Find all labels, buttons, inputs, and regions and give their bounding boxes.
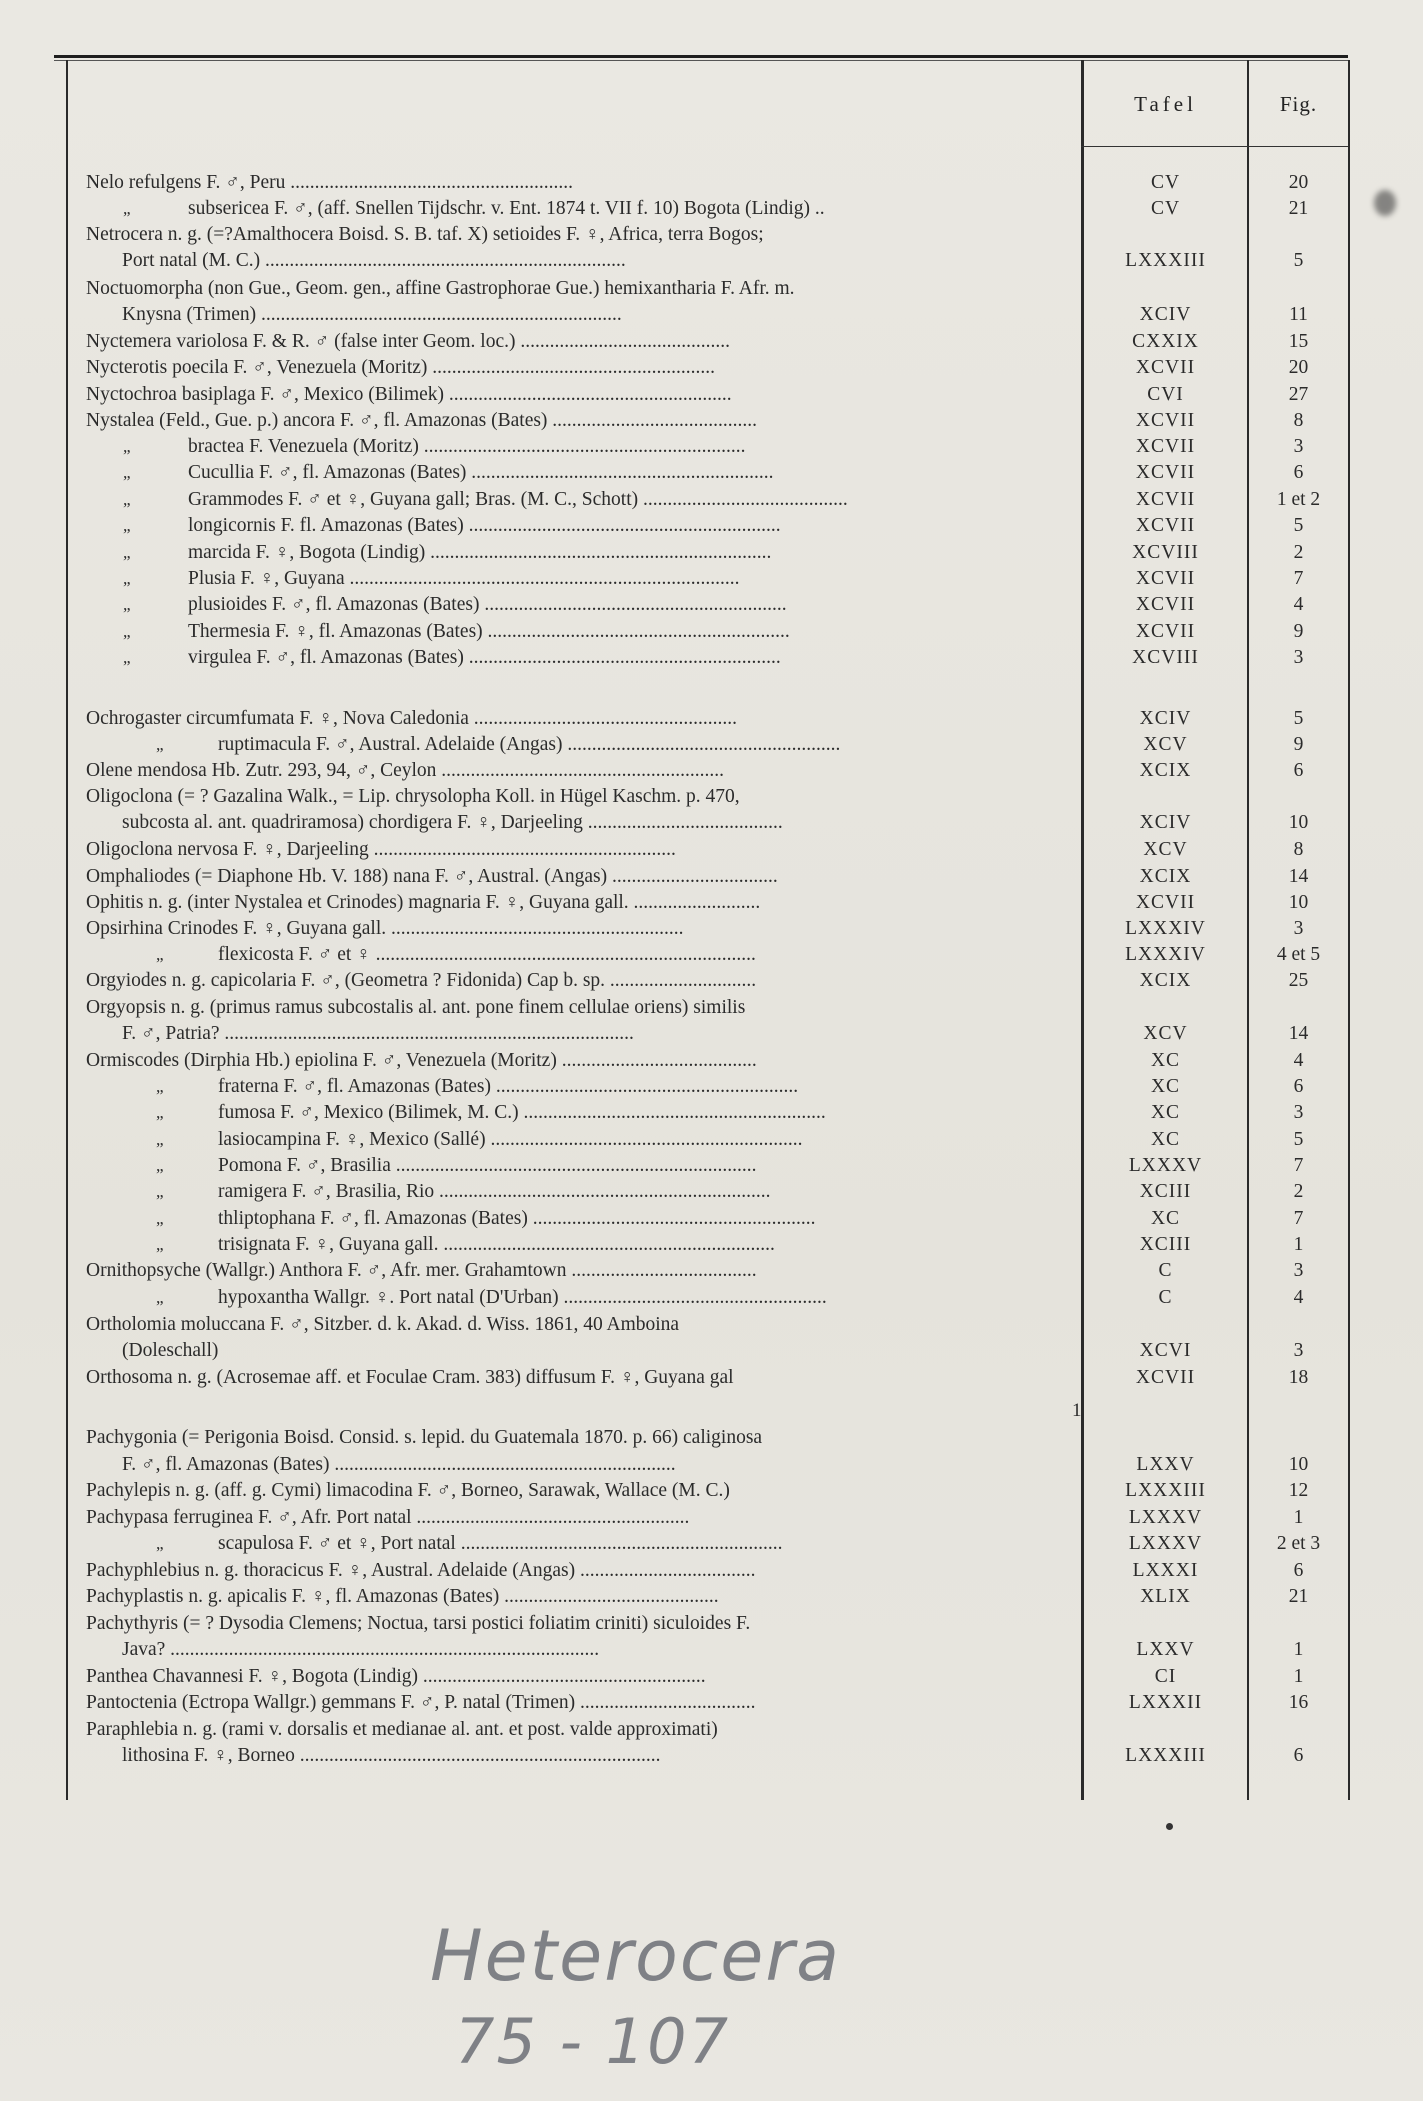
- table-row: [0, 619, 1423, 645]
- entry-text: Pachypasa ferruginea F. ♂, Afr. Port natal ........................................................: [86, 1507, 690, 1528]
- table-row: [0, 890, 1423, 916]
- table-row: [0, 196, 1423, 222]
- table-row: [0, 170, 1423, 196]
- fig-cell: 6: [1293, 1560, 1304, 1581]
- entry-text: subsericea F. ♂, (aff. Snellen Tijdschr. v. Ent. 1874 t. VII f. 10) Bogota (Lindig) ..: [188, 198, 825, 219]
- table-row: [0, 487, 1423, 513]
- fig-cell: 6: [1293, 1076, 1304, 1097]
- ditto-mark: „: [156, 1156, 164, 1175]
- ditto-mark: „: [156, 1534, 164, 1553]
- table-row: [0, 784, 1423, 810]
- fig-cell: 6: [1293, 760, 1304, 781]
- table-row: [0, 1452, 1423, 1478]
- tafel-cell: XCV: [1143, 734, 1188, 755]
- table-row: [0, 329, 1423, 355]
- entry-text: scapulosa F. ♂ et ♀, Port natal ..................................................................: [218, 1533, 783, 1554]
- entry-text: Ormiscodes (Dirphia Hb.) epiolina F. ♂, Venezuela (Moritz) ........................................: [86, 1050, 757, 1071]
- fig-cell: 12: [1288, 1480, 1309, 1501]
- entry-text: Grammodes F. ♂ et ♀, Guyana gall; Bras. (M. C., Schott) ..........................................: [188, 489, 848, 510]
- ditto-mark: „: [156, 1235, 164, 1254]
- tafel-cell: CV: [1150, 172, 1181, 193]
- table-row: [0, 1611, 1423, 1637]
- entry-text: Olene mendosa Hb. Zutr. 293, 94, ♂, Ceylon ..........................................................: [86, 760, 725, 781]
- tafel-cell: XCVII: [1135, 515, 1196, 536]
- table-row: [0, 942, 1423, 968]
- table-row: [0, 1505, 1423, 1531]
- table-row: [0, 837, 1423, 863]
- table-row: [0, 1531, 1423, 1557]
- fig-cell: 9: [1293, 621, 1304, 642]
- fig-cell: 15: [1288, 331, 1309, 352]
- table-row: [0, 1074, 1423, 1100]
- entry-text: Pachylepis n. g. (aff. g. Cymi) limacodina F. ♂, Borneo, Sarawak, Wallace (M. C.): [86, 1480, 730, 1501]
- tafel-cell: LXXXV: [1128, 1155, 1203, 1176]
- fig-cell: 7: [1293, 1208, 1304, 1229]
- fig-cell: 20: [1288, 172, 1309, 193]
- ditto-mark: „: [123, 490, 131, 509]
- fig-cell: 25: [1288, 970, 1309, 991]
- fig-cell: 4: [1293, 1050, 1304, 1071]
- fig-cell: 5: [1293, 515, 1304, 536]
- tafel-cell: XCVII: [1135, 568, 1196, 589]
- fig-cell: 9: [1293, 734, 1304, 755]
- tafel-cell: XC: [1150, 1129, 1181, 1150]
- entry-text: Knysna (Trimen) ..........................................................................: [122, 304, 622, 325]
- table-row: [0, 566, 1423, 592]
- tafel-cell: XCIX: [1139, 760, 1192, 781]
- entry-text: Omphaliodes (= Diaphone Hb. V. 188) nana F. ♂, Austral. (Angas) ..................................: [86, 866, 778, 887]
- tafel-cell: XCVII: [1135, 436, 1196, 457]
- ditto-mark: „: [123, 648, 131, 667]
- tafel-cell: XCVII: [1135, 1367, 1196, 1388]
- fig-cell: 4: [1293, 1287, 1304, 1308]
- ditto-mark: „: [123, 199, 131, 218]
- entry-text: Cucullia F. ♂, fl. Amazonas (Bates) ..............................................................: [188, 462, 774, 483]
- entry-text: subcosta al. ant. quadriramosa) chordigera F. ♀, Darjeeling ........................................: [122, 812, 783, 833]
- entry-text: Orgyiodes n. g. capicolaria F. ♂, (Geometra ? Fidonida) Cap b. sp. ..............................: [86, 970, 757, 991]
- entry-text: Nyctemera variolosa F. & R. ♂ (false inter Geom. loc.) ...........................................: [86, 331, 730, 352]
- table-row: [0, 995, 1423, 1021]
- ditto-mark: „: [123, 437, 131, 456]
- fig-cell: 11: [1289, 304, 1308, 325]
- fig-cell: 14: [1288, 1023, 1309, 1044]
- fig-cell: 10: [1288, 812, 1309, 833]
- table-row: [0, 1425, 1423, 1451]
- tafel-cell: LXXXIII: [1125, 1480, 1206, 1501]
- tafel-cell: LXXXI: [1132, 1560, 1199, 1581]
- table-row: [0, 434, 1423, 460]
- fig-cell: 3: [1293, 436, 1304, 457]
- fig-cell: 1: [1293, 1507, 1304, 1528]
- table-row: [0, 916, 1423, 942]
- fig-cell: 1: [1293, 1639, 1304, 1660]
- entry-text: flexicosta F. ♂ et ♀ ..............................................................................: [218, 944, 756, 965]
- entry-text: fumosa F. ♂, Mexico (Bilimek, M. C.) ..............................................................: [218, 1102, 826, 1123]
- table-row: [0, 758, 1423, 784]
- table-row: [0, 1690, 1423, 1716]
- tafel-cell: XLIX: [1140, 1586, 1191, 1607]
- tafel-cell: XC: [1150, 1050, 1181, 1071]
- entry-text: Opsirhina Crinodes F. ♀, Guyana gall. ............................................................: [86, 918, 684, 939]
- entry-text: Pachyphlebius n. g. thoracicus F. ♀, Austral. Adelaide (Angas) ....................................: [86, 1560, 756, 1581]
- fig-cell: 20: [1288, 357, 1309, 378]
- table-row: [0, 810, 1423, 836]
- tafel-cell: LXXXIII: [1125, 1745, 1206, 1766]
- table-row: [0, 1584, 1423, 1610]
- tafel-cell: XCIII: [1139, 1234, 1192, 1255]
- table-row: [0, 1153, 1423, 1179]
- entry-text: Paraphlebia n. g. (rami v. dorsalis et medianae al. ant. et post. valde approximati): [86, 1719, 718, 1740]
- table-row: [0, 302, 1423, 328]
- tafel-cell: XCVII: [1135, 410, 1196, 431]
- tafel-cell: LXXXII: [1128, 1692, 1203, 1713]
- table-row: [0, 1258, 1423, 1284]
- fig-cell: 16: [1288, 1692, 1309, 1713]
- entry-text: (Doleschall): [122, 1340, 219, 1361]
- tafel-cell: XCIV: [1139, 708, 1192, 729]
- fig-cell: 1: [1293, 1234, 1304, 1255]
- table-row: [0, 1127, 1423, 1153]
- tafel-cell: XC: [1150, 1208, 1181, 1229]
- table-row: [0, 1312, 1423, 1338]
- entry-text: Ophitis n. g. (inter Nystalea et Crinodes) magnaria F. ♀, Guyana gall. ..........................: [86, 892, 761, 913]
- entry-text: lasiocampina F. ♀, Mexico (Sallé) ................................................................: [218, 1129, 803, 1150]
- table-row: [0, 355, 1423, 381]
- entry-text: Thermesia F. ♀, fl. Amazonas (Bates) ..............................................................: [188, 621, 790, 642]
- ditto-mark: „: [156, 1130, 164, 1149]
- tafel-cell: LXXXIV: [1125, 944, 1206, 965]
- tafel-cell: C: [1158, 1260, 1173, 1281]
- ditto-mark: „: [123, 543, 131, 562]
- tafel-cell: CV: [1150, 198, 1181, 219]
- table-row: [0, 248, 1423, 274]
- fig-cell: 18: [1288, 1367, 1309, 1388]
- fig-cell: 8: [1293, 410, 1304, 431]
- table-row: [0, 1637, 1423, 1663]
- table-row: [0, 540, 1423, 566]
- table-row: [0, 408, 1423, 434]
- entry-text: Nystalea (Feld., Gue. p.) ancora F. ♂, fl. Amazonas (Bates) ..........................................: [86, 410, 758, 431]
- entry-text: trisignata F. ♀, Guyana gall. ....................................................................: [218, 1234, 775, 1255]
- entry-text: Oligoclona (= ? Gazalina Walk., = Lip. chrysolopha Koll. in Hügel Kaschm. p. 470,: [86, 786, 740, 807]
- entry-text: Panthea Chavannesi F. ♀, Bogota (Lindig) ..........................................................: [86, 1666, 706, 1687]
- ditto-mark: „: [156, 1103, 164, 1122]
- margin-mark: 1: [1072, 1400, 1082, 1421]
- table-row: [0, 1100, 1423, 1126]
- entry-text: Orgyopsis n. g. (primus ramus subcostalis al. ant. pone finem cellulae oriens) similis: [86, 997, 746, 1018]
- ditto-mark: „: [156, 1288, 164, 1307]
- fig-cell: 3: [1293, 647, 1304, 668]
- ditto-mark: „: [156, 945, 164, 964]
- fig-cell: 6: [1293, 1745, 1304, 1766]
- table-row: [0, 1338, 1423, 1364]
- tafel-cell: XC: [1150, 1076, 1181, 1097]
- handwritten-note-title: Heterocera: [430, 1915, 842, 1997]
- tafel-cell: LXXV: [1136, 1454, 1195, 1475]
- table-row: [0, 513, 1423, 539]
- entry-text: longicornis F. fl. Amazonas (Bates) ................................................................: [188, 515, 781, 536]
- entry-text: Pachygonia (= Perigonia Boisd. Consid. s. lepid. du Guatemala 1870. p. 66) caliginosa: [86, 1427, 763, 1448]
- tafel-cell: LXXXV: [1128, 1533, 1203, 1554]
- fig-cell: 3: [1293, 918, 1304, 939]
- entry-text: Noctuomorpha (non Gue., Geom. gen., affine Gastrophorae Gue.) hemixantharia F. Afr. m.: [86, 278, 795, 299]
- entry-text: Nyctochroa basiplaga F. ♂, Mexico (Bilimek) ..........................................................: [86, 384, 732, 405]
- table-row: [0, 1365, 1423, 1391]
- tafel-cell: LXXXV: [1128, 1507, 1203, 1528]
- tafel-cell: CI: [1154, 1666, 1177, 1687]
- table-row: [0, 732, 1423, 758]
- fig-cell: 6: [1293, 462, 1304, 483]
- top-rule: [54, 55, 1348, 58]
- entry-text: virgulea F. ♂, fl. Amazonas (Bates) ................................................................: [188, 647, 781, 668]
- entry-text: marcida F. ♀, Bogota (Lindig) ......................................................................: [188, 542, 772, 563]
- fig-cell: 5: [1293, 1129, 1304, 1150]
- tafel-cell: XC: [1150, 1102, 1181, 1123]
- ditto-mark: „: [123, 463, 131, 482]
- table-row: [0, 222, 1423, 248]
- table-row: [0, 1285, 1423, 1311]
- entry-text: bractea F. Venezuela (Moritz) ..................................................................: [188, 436, 746, 457]
- tafel-cell: XCV: [1143, 839, 1188, 860]
- tafel-cell: XCVIII: [1132, 542, 1199, 563]
- tafel-cell: XCVII: [1135, 462, 1196, 483]
- ditto-mark: „: [123, 622, 131, 641]
- fig-cell: 27: [1288, 384, 1309, 405]
- table-row: [0, 1743, 1423, 1769]
- fig-cell: 1 et 2: [1276, 489, 1321, 510]
- table-row: [0, 1206, 1423, 1232]
- entry-text: ramigera F. ♂, Brasilia, Rio ....................................................................: [218, 1181, 771, 1202]
- fig-header: Fig.: [1279, 92, 1318, 116]
- table-row: [0, 1478, 1423, 1504]
- entry-text: Pomona F. ♂, Brasilia ..........................................................................: [218, 1155, 757, 1176]
- tafel-cell: XCVII: [1135, 357, 1196, 378]
- fig-cell: 8: [1293, 839, 1304, 860]
- ditto-mark: „: [156, 1209, 164, 1228]
- ditto-mark: „: [123, 569, 131, 588]
- paper-spot: [1374, 190, 1396, 216]
- ditto-mark: „: [123, 595, 131, 614]
- tafel-cell: CXXIX: [1132, 331, 1199, 352]
- tafel-cell: XCIV: [1139, 812, 1192, 833]
- table-row: [0, 1717, 1423, 1743]
- fig-cell: 7: [1293, 1155, 1304, 1176]
- ditto-mark: „: [156, 735, 164, 754]
- entry-text: plusioides F. ♂, fl. Amazonas (Bates) ..............................................................: [188, 594, 787, 615]
- entry-text: Oligoclona nervosa F. ♀, Darjeeling ..............................................................: [86, 839, 676, 860]
- tafel-cell: XCIX: [1139, 970, 1192, 991]
- fig-cell: 4: [1293, 594, 1304, 615]
- table-row: [0, 968, 1423, 994]
- fig-cell: 21: [1288, 1586, 1309, 1607]
- fig-cell: 1: [1293, 1666, 1304, 1687]
- fig-cell: 2: [1293, 1181, 1304, 1202]
- fig-cell: 2 et 3: [1276, 1533, 1321, 1554]
- ditto-mark: „: [156, 1077, 164, 1096]
- entry-text: thliptophana F. ♂, fl. Amazonas (Bates) ..........................................................: [218, 1208, 816, 1229]
- tafel-cell: LXXXIV: [1125, 918, 1206, 939]
- table-row: [0, 1664, 1423, 1690]
- tafel-cell: XCIII: [1139, 1181, 1192, 1202]
- tafel-cell: XCIV: [1139, 304, 1192, 325]
- fig-cell: 4 et 5: [1276, 944, 1321, 965]
- top-rule-thin: [54, 60, 1348, 61]
- table-row: [0, 382, 1423, 408]
- table-row: [0, 864, 1423, 890]
- table-row: [0, 276, 1423, 302]
- entry-text: Java? ........................................................................................: [122, 1639, 600, 1660]
- entry-text: hypoxantha Wallgr. ♀. Port natal (D'Urban) ......................................................: [218, 1287, 827, 1308]
- tafel-cell: XCVII: [1135, 892, 1196, 913]
- entry-text: F. ♂, Patria? ....................................................................................: [122, 1023, 634, 1044]
- entry-text: Pachythyris (= ? Dysodia Clemens; Noctua, tarsi postici foliatim criniti) siculoides F.: [86, 1613, 751, 1634]
- tafel-cell: XCV: [1143, 1023, 1188, 1044]
- paper-speck: [1166, 1823, 1173, 1830]
- fig-cell: 5: [1293, 250, 1304, 271]
- entry-text: F. ♂, fl. Amazonas (Bates) ......................................................................: [122, 1454, 676, 1475]
- fig-cell: 10: [1288, 1454, 1309, 1475]
- entry-text: Ochrogaster circumfumata F. ♀, Nova Caledonia ......................................................: [86, 708, 738, 729]
- tafel-cell: C: [1158, 1287, 1173, 1308]
- fig-cell: 3: [1293, 1102, 1304, 1123]
- table-row: [0, 706, 1423, 732]
- table-row: [0, 460, 1423, 486]
- entry-text: fraterna F. ♂, fl. Amazonas (Bates) ..............................................................: [218, 1076, 799, 1097]
- fig-cell: 3: [1293, 1260, 1304, 1281]
- fig-cell: 21: [1288, 198, 1309, 219]
- table-row: [0, 1021, 1423, 1047]
- entry-text: Netrocera n. g. (=?Amalthocera Boisd. S. B. taf. X) setioides F. ♀, Africa, terra Bogos;: [86, 224, 764, 245]
- ditto-mark: „: [156, 1182, 164, 1201]
- header-rule: [1081, 146, 1348, 147]
- entry-text: Nycterotis poecila F. ♂, Venezuela (Moritz) ..........................................................: [86, 357, 716, 378]
- table-row: [0, 1179, 1423, 1205]
- entry-text: Pantoctenia (Ectropa Wallgr.) gemmans F. ♂, P. natal (Trimen) ....................................: [86, 1692, 756, 1713]
- tafel-cell: XCVI: [1139, 1340, 1192, 1361]
- tafel-cell: XCVII: [1135, 621, 1196, 642]
- entry-text: Plusia F. ♀, Guyana ................................................................................: [188, 568, 740, 589]
- table-row: [0, 1048, 1423, 1074]
- entry-text: Nelo refulgens F. ♂, Peru ..........................................................: [86, 172, 573, 193]
- tafel-cell: LXXV: [1136, 1639, 1195, 1660]
- entry-text: ruptimacula F. ♂, Austral. Adelaide (Angas) ........................................................: [218, 734, 841, 755]
- table-row: [0, 1558, 1423, 1584]
- entry-text: Pachyplastis n. g. apicalis F. ♀, fl. Amazonas (Bates) ............................................: [86, 1586, 719, 1607]
- tafel-cell: LXXXIII: [1125, 250, 1206, 271]
- tafel-header: Tafel: [1134, 92, 1197, 116]
- tafel-cell: XCVII: [1135, 489, 1196, 510]
- entry-text: lithosina F. ♀, Borneo ..........................................................................: [122, 1745, 661, 1766]
- fig-cell: 7: [1293, 568, 1304, 589]
- entry-text: Orthosoma n. g. (Acrosemae aff. et Foculae Cram. 383) diffusum F. ♀, Guyana gal: [86, 1367, 734, 1388]
- table-row: [0, 592, 1423, 618]
- tafel-cell: CVI: [1147, 384, 1184, 405]
- entry-text: Port natal (M. C.) ..........................................................................: [122, 250, 626, 271]
- fig-cell: 2: [1293, 542, 1304, 563]
- table-row: [0, 645, 1423, 671]
- fig-cell: 5: [1293, 708, 1304, 729]
- fig-cell: 3: [1293, 1340, 1304, 1361]
- tafel-cell: XCIX: [1139, 866, 1192, 887]
- tafel-cell: XCVII: [1135, 594, 1196, 615]
- fig-cell: 14: [1288, 866, 1309, 887]
- tafel-cell: XCVIII: [1132, 647, 1199, 668]
- fig-cell: 10: [1288, 892, 1309, 913]
- entry-text: Ortholomia moluccana F. ♂, Sitzber. d. k. Akad. d. Wiss. 1861, 40 Amboina: [86, 1314, 680, 1335]
- handwritten-note-range: 75 - 107: [455, 2005, 731, 2078]
- table-row: [0, 1232, 1423, 1258]
- entry-text: Ornithopsyche (Wallgr.) Anthora F. ♂, Afr. mer. Grahamtown ......................................: [86, 1260, 757, 1281]
- ditto-mark: „: [123, 516, 131, 535]
